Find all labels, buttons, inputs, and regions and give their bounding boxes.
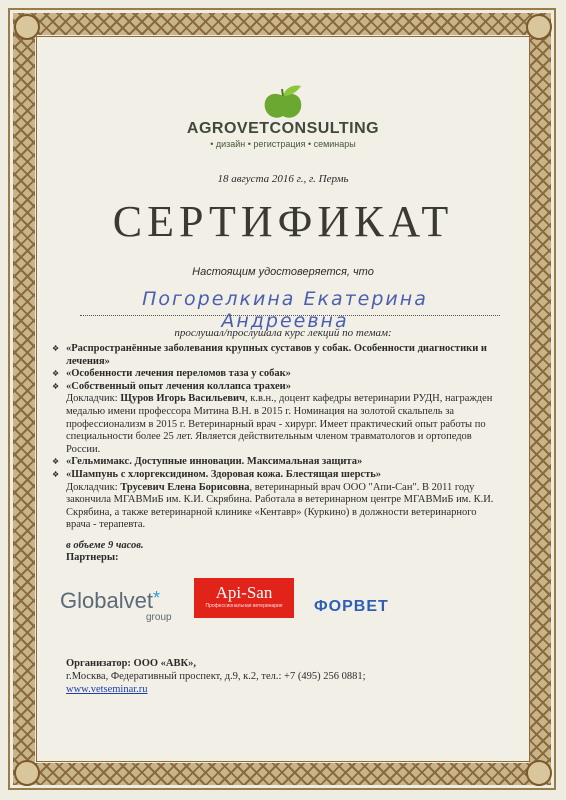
speaker-prefix: Докладчик: xyxy=(66,393,121,405)
apple-leaf-icon xyxy=(257,84,309,120)
organizer-block xyxy=(66,657,366,696)
course-volume: в объеме 9 часов. xyxy=(66,540,144,551)
speaker-info xyxy=(52,393,502,456)
apisan-logo xyxy=(194,578,294,618)
star-icon: * xyxy=(152,588,160,608)
name-underline xyxy=(80,315,500,316)
topic-item: ❖ «Собственный опыт лечения коллапса трахеи» xyxy=(52,381,502,394)
speaker-details: , ветеринарный врач ООО "Апи-Сан". В 2011 году закончила МГАВМиБ им. К.И. Скрябина. Работала в ветеринарном центре МГАВМиБ им. К.И. Скрябина, а также ветеринарной клинике «Кентавр» (Куркино) в должности ветеринарного врача - терапевта. xyxy=(66,481,494,531)
apisan-name: Api-San xyxy=(215,583,273,602)
speaker-name: Трусевич Елена Борисовна xyxy=(120,481,250,493)
corner-ornament xyxy=(14,14,40,40)
globalvet-logo xyxy=(60,588,160,614)
globalvet-group: group xyxy=(146,612,172,623)
forvet-logo: ФОРВЕТ xyxy=(314,598,389,615)
corner-ornament xyxy=(526,14,552,40)
topic-item: ❖ «Распространённые заболевания крупных суставов у собак. Особенности диагностики и лечения» xyxy=(52,343,502,368)
agrovet-logo xyxy=(0,84,566,149)
apisan-tagline: Профессиональная ветеринария xyxy=(205,603,283,609)
speaker-name: Щуров Игорь Васильевич xyxy=(120,393,245,405)
organizer-address: г.Москва, Федеративный проспект, д.9, к.2, тел.: +7 (495) 256 0881; xyxy=(66,671,366,682)
certificate-title: СЕРТИФИКАТ xyxy=(112,197,454,246)
organizer-label: Организатор: ООО «АВК», xyxy=(66,658,197,669)
organizer-website-link[interactable]: www.vetseminar.ru xyxy=(66,684,148,695)
speaker-prefix: Докладчик: xyxy=(66,481,121,493)
speaker-details: , к.в.н., доцент кафедры ветеринарии РУДН, награжден медалью имени профессора Митина В.Н. в 2015 г. Номинация на золотой скальпель за профессионализм в 2015 г. Ветеринарный врач - хирург. Имеет практический опыт работы по специальности более 25 лет. Является действительным членом травматологов и ортопедов России. xyxy=(66,393,493,455)
topic-item: ❖ «Гельмимакс. Доступные инновации. Максимальная защита» xyxy=(52,456,502,469)
certify-text: Настоящим удостоверяется, что xyxy=(192,266,374,278)
course-intro: прослушал/прослушала курс лекций по темам: xyxy=(174,327,392,339)
recipient-name: Погорелкина Екатерина Андреевна xyxy=(142,288,428,332)
topic-item: ❖ «Шампунь с хлоргексидином. Здоровая кожа. Блестящая шерсть» xyxy=(52,469,502,482)
corner-ornament xyxy=(14,760,40,786)
topics-list xyxy=(52,343,502,532)
globalvet-name: Globalvet xyxy=(60,588,153,613)
brand-name: AGROVETCONSULTING xyxy=(186,120,380,137)
brand-tagline: • дизайн • регистрация • семинары xyxy=(210,139,356,149)
speaker-info xyxy=(52,482,502,532)
corner-ornament xyxy=(526,760,552,786)
partners-label: Партнеры: xyxy=(66,552,119,563)
topic-item: ❖ «Особенности лечения переломов таза у собак» xyxy=(52,368,502,381)
date-place: 18 августа 2016 г., г. Пермь xyxy=(217,173,349,185)
